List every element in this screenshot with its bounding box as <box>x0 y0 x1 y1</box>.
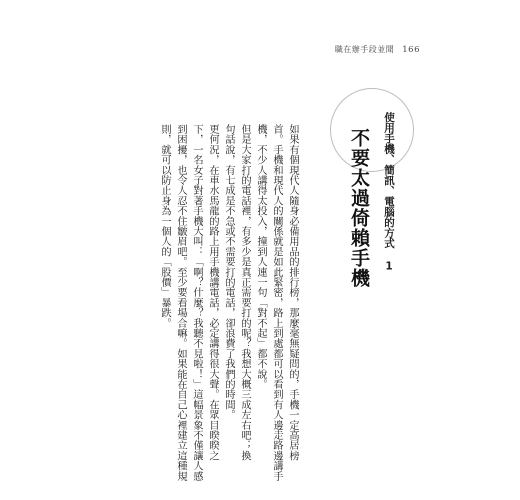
body-column-6: 更何況，在車水馬龍的路上用手機講電話，必定講得很大聲。在眾目睽睽之 <box>207 124 218 461</box>
chapter-title: 不要太過倚賴手機 <box>348 128 370 288</box>
body-column-3: 機，不少人講得太投入，撞到人連一句「對不起」都不說。 <box>255 124 266 390</box>
page-number: 166 <box>402 45 420 55</box>
body-column-7: 下，一名女子對著手機大叫：「啊？什麼？我聽不見啦！」這幅景象不僅讓人感 <box>191 124 202 481</box>
decorative-circle <box>330 88 414 172</box>
body-column-9: 則，就可以防止身為一個人的「股價」暴跌。 <box>159 124 170 328</box>
body-column-8: 到困擾，也令人忍不住皺眉吧。至少要看場合嘛。如果能在自己心裡建立這種規 <box>175 124 186 481</box>
running-head <box>335 44 420 55</box>
body-column-4: 但是大家打的電話裡，有多少是真正需要打的呢？我想大概三成左右吧；換 <box>239 124 250 461</box>
body-column-5: 句話說，有七成是不急或不需要打的電話，卻浪費了我們的時間。 <box>223 124 234 420</box>
chapter-label: 使用手機、簡訊、電腦的方式 1 <box>383 112 395 273</box>
running-head-title: 職在辦手段並聞 <box>334 45 395 54</box>
body-column-2: 首。手機和現代人的關係就是如此緊密，路上到處都可以看到有人邊走路邊講手 <box>271 124 282 481</box>
body-column-1: 如果有個現代人隨身必備用品的排行榜，那麼毫無疑問的，手機一定高居榜 <box>287 124 298 461</box>
